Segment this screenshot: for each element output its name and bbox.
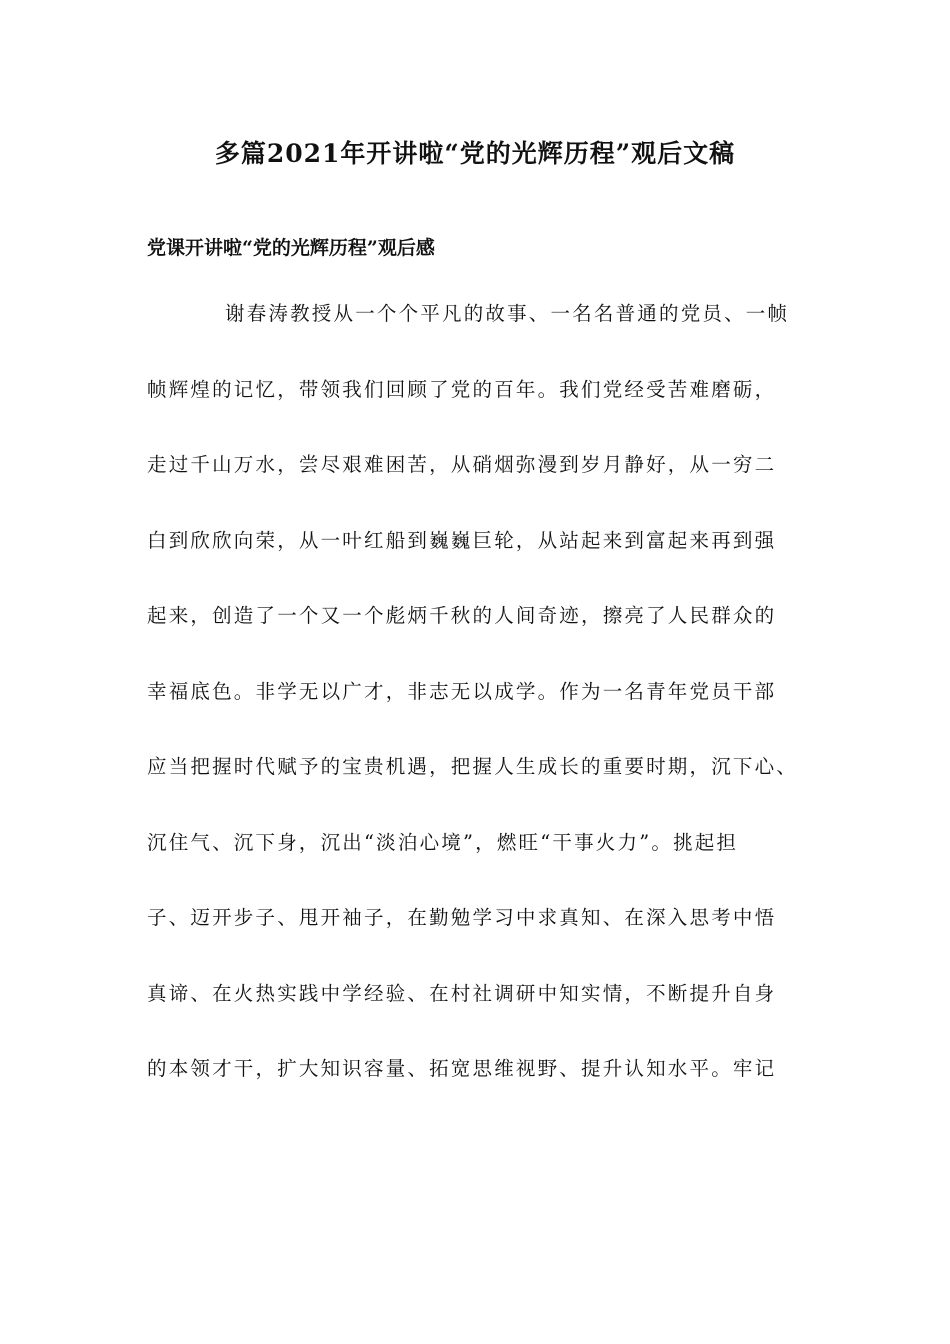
body-line: 的本领才干，扩大知识容量、拓宽思维视野、提升认知水平。牢记	[147, 1057, 777, 1080]
document-title: 多篇2021年开讲啦“党的光辉历程”观后文稿	[214, 139, 736, 168]
body-line: 起来，创造了一个又一个彪炳千秋的人间奇迹，擦亮了人民群众的	[147, 604, 777, 627]
body-line: 子、迈开步子、甩开袖子，在勤勉学习中求真知、在深入思考中悟	[147, 906, 777, 929]
body-line: 走过千山万水，尝尽艰难困苦，从硝烟弥漫到岁月静好，从一穷二	[147, 453, 777, 476]
body-line: 幸福底色。非学无以广才，非志无以成学。作为一名青年党员干部	[147, 679, 777, 703]
body-line: 帧辉煌的记忆，带领我们回顾了党的百年。我们党经受苦难磨砺，	[147, 377, 777, 401]
section-heading: 党课开讲啦“党的光辉历程”观后感	[147, 237, 435, 259]
body-line: 沉住气、沉下身，沉出“淡泊心境”，燃旺“干事火力”。挑起担	[147, 830, 739, 854]
body-text	[147, 294, 817, 1125]
body-line: 白到欣欣向荣，从一叶红船到巍巍巨轮，从站起来到富起来再到强	[147, 528, 777, 552]
body-line: 谢春涛教授从一个个平凡的故事、一名名普通的党员、一帧	[225, 302, 790, 325]
body-line: 真谛、在火热实践中学经验、在村社调研中知实情，不断提升自身	[147, 981, 777, 1005]
body-line: 应当把握时代赋予的宝贵机遇，把握人生成长的重要时期，沉下心、	[147, 755, 799, 778]
